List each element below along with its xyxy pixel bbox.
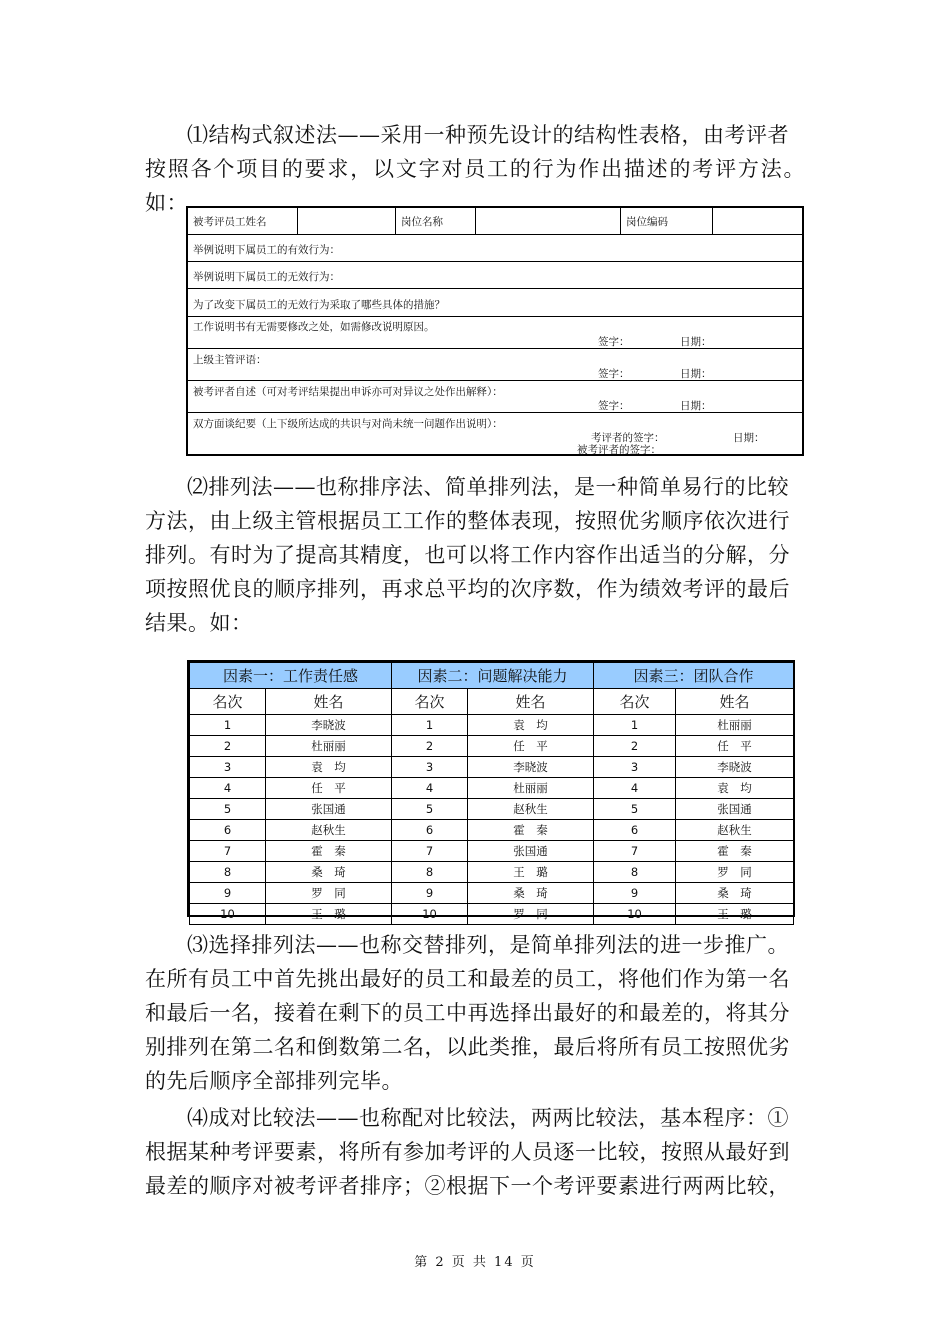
evaluatee-sign-label: 被考评者的签字： [577,444,661,456]
name-header: 姓名 [468,689,594,715]
evaluator-sign-label: 考评者的签字： [591,432,665,444]
paragraph-structured-narrative [145,118,805,220]
table-row [190,820,794,841]
name-cell: 任 平 [676,736,794,757]
rank-cell: 1 [594,715,676,736]
rank-cell: 5 [392,799,468,820]
table-row [190,736,794,757]
text-line: ⑴结构式叙述法——采用一种预先设计的结构性表格，由考评者 [187,123,789,147]
name-value-cell [298,208,396,234]
table-row [190,715,794,736]
name-cell: 李晓波 [468,757,594,778]
name-cell: 袁 均 [676,778,794,799]
name-cell: 张国通 [468,841,594,862]
column-header-row [190,689,794,715]
name-cell: 任 平 [468,736,594,757]
name-cell: 赵秋生 [266,820,392,841]
name-cell: 杜丽丽 [468,778,594,799]
name-header: 姓名 [266,689,392,715]
rank-cell: 10 [594,904,676,925]
effective-behavior-label: 举例说明下属员工的有效行为： [193,244,340,256]
name-cell: 杜丽丽 [676,715,794,736]
name-cell: 霍 秦 [468,820,594,841]
rank-cell: 2 [392,736,468,757]
text-line: 方法，由上级主管根据员工工作的整体表现，按照优劣顺序依次进行 [145,509,790,533]
form-row-ineffective [188,262,802,289]
table-row [190,778,794,799]
code-label-cell [621,208,713,234]
name-cell: 桑 琦 [266,862,392,883]
rank-cell: 3 [594,757,676,778]
evaluation-form-table [186,206,804,456]
form-row-self-statement [188,381,802,413]
rank-cell: 9 [594,883,676,904]
name-cell: 袁 均 [266,757,392,778]
form-row-header [188,208,802,235]
date-label: 日期： [680,336,712,348]
name-cell: 王 璐 [676,904,794,925]
table-row [190,757,794,778]
rank-cell: 4 [594,778,676,799]
name-cell: 王 璐 [468,862,594,883]
form-row-interview [188,413,802,454]
rank-cell: 9 [392,883,468,904]
name-cell: 任 平 [266,778,392,799]
name-cell: 张国通 [676,799,794,820]
text-line: 项按照优良的顺序排列，再求总平均的次序数，作为绩效考评的最后 [145,577,790,601]
table-row [190,883,794,904]
name-cell: 桑 琦 [468,883,594,904]
code-value-cell [713,208,802,234]
rank-header: 名次 [190,689,266,715]
name-cell: 张国通 [266,799,392,820]
name-cell: 杜丽丽 [266,736,392,757]
rank-cell: 4 [190,778,266,799]
factor-3-header: 因素三：团队合作 [594,663,794,689]
interview-summary-label: 双方面谈纪要（上下级所达成的共识与对尚未统一问题作出说明）： [193,418,503,430]
text-line: 结果。如： [145,611,253,635]
name-cell: 霍 秦 [676,841,794,862]
rank-cell: 6 [190,820,266,841]
rank-cell: 5 [190,799,266,820]
name-cell: 桑 琦 [676,883,794,904]
factor-header-row [190,663,794,689]
supervisor-comment-label: 上级主管评语： [193,354,267,366]
table-row [190,904,794,925]
text-line: ⑷成对比较法——也称配对比较法，两两比较法，基本程序：① [187,1106,789,1130]
paragraph-alternation-ranking [145,928,805,1098]
job-description-label: 工作说明书有无需要修改之处，如需修改说明原因。 [193,321,435,333]
name-cell: 李晓波 [676,757,794,778]
name-cell: 赵秋生 [676,820,794,841]
form-row-measures [188,289,802,317]
name-cell: 赵秋生 [468,799,594,820]
self-statement-label: 被考评者自述（可对考评结果提出申诉亦可对异议之处作出解释）： [193,386,503,398]
rank-cell: 10 [392,904,468,925]
name-cell: 罗 同 [266,883,392,904]
rank-cell: 7 [392,841,468,862]
name-cell: 罗 同 [468,904,594,925]
table-row [190,862,794,883]
page-number-footer: 第 2 页 共 14 页 [414,1255,536,1270]
text-line: ⑶选择排列法——也称交替排列，是简单排列法的进一步推广。 [187,933,789,957]
text-line: 和最后一名，接着在剩下的员工中再选择出最好的和最差的，将其分 [145,1001,790,1025]
rank-cell: 2 [190,736,266,757]
form-row-job-desc [188,317,802,349]
rank-cell: 8 [190,862,266,883]
rank-cell: 8 [392,862,468,883]
ranking-table [187,660,795,921]
code-label: 岗位编码 [626,215,668,228]
rank-cell: 1 [392,715,468,736]
rank-cell: 6 [392,820,468,841]
factor-2-header: 因素二：问题解决能力 [392,663,594,689]
ineffective-behavior-label: 举例说明下属员工的无效行为： [193,271,340,283]
text-line: 的先后顺序全部排列完毕。 [145,1069,403,1093]
rank-cell: 6 [594,820,676,841]
text-line: 根据某种考评要素，将所有参加考评的人员逐一比较，按照从最好到 [145,1140,790,1164]
name-cell: 霍 秦 [266,841,392,862]
name-cell: 袁 均 [468,715,594,736]
rank-cell: 7 [594,841,676,862]
name-cell: 王 璐 [266,904,392,925]
text-line: ⑵排列法——也称排序法、简单排列法，是一种简单易行的比较 [187,475,789,499]
rank-cell: 3 [392,757,468,778]
sign-label: 签字： [598,336,630,348]
name-cell: 李晓波 [266,715,392,736]
ranking-grid [189,662,794,925]
date-label: 日期： [680,400,712,412]
rank-cell: 10 [190,904,266,925]
measures-label: 为了改变下属员工的无效行为采取了哪些具体的措施？ [193,299,445,311]
sign-label: 签字： [598,368,630,380]
position-label-cell [396,208,476,234]
table-row [190,841,794,862]
table-row [190,799,794,820]
factor-1-header: 因素一：工作责任感 [190,663,392,689]
name-header: 姓名 [676,689,794,715]
name-label: 被考评员工姓名 [193,215,267,228]
text-line: 按照各个项目的要求，以文字对员工的行为作出描述的考评方法。如： [145,157,805,215]
rank-cell: 7 [190,841,266,862]
text-line: 排列。有时为了提高其精度，也可以将工作内容作出适当的分解，分 [145,543,790,567]
text-line: 别排列在第二名和倒数第二名，以此类推，最后将所有员工按照优劣 [145,1035,790,1059]
rank-header: 名次 [392,689,468,715]
position-value-cell [476,208,621,234]
form-row-effective [188,235,802,262]
date-label: 日期： [680,368,712,380]
paragraph-ranking-method [145,470,805,640]
date-label: 日期： [733,432,765,444]
position-label: 岗位名称 [401,215,443,228]
sign-label: 签字： [598,400,630,412]
rank-cell: 8 [594,862,676,883]
rank-cell: 3 [190,757,266,778]
rank-cell: 2 [594,736,676,757]
text-line: 在所有员工中首先挑出最好的员工和最差的员工，将他们作为第一名 [145,967,790,991]
rank-header: 名次 [594,689,676,715]
form-row-supervisor [188,349,802,381]
paragraph-paired-comparison [145,1101,805,1203]
rank-cell: 5 [594,799,676,820]
name-cell: 罗 同 [676,862,794,883]
rank-cell: 9 [190,883,266,904]
text-line: 最差的顺序对被考评者排序；②根据下一个考评要素进行两两比较， [145,1174,790,1198]
name-label-cell [188,208,298,234]
rank-cell: 1 [190,715,266,736]
rank-cell: 4 [392,778,468,799]
